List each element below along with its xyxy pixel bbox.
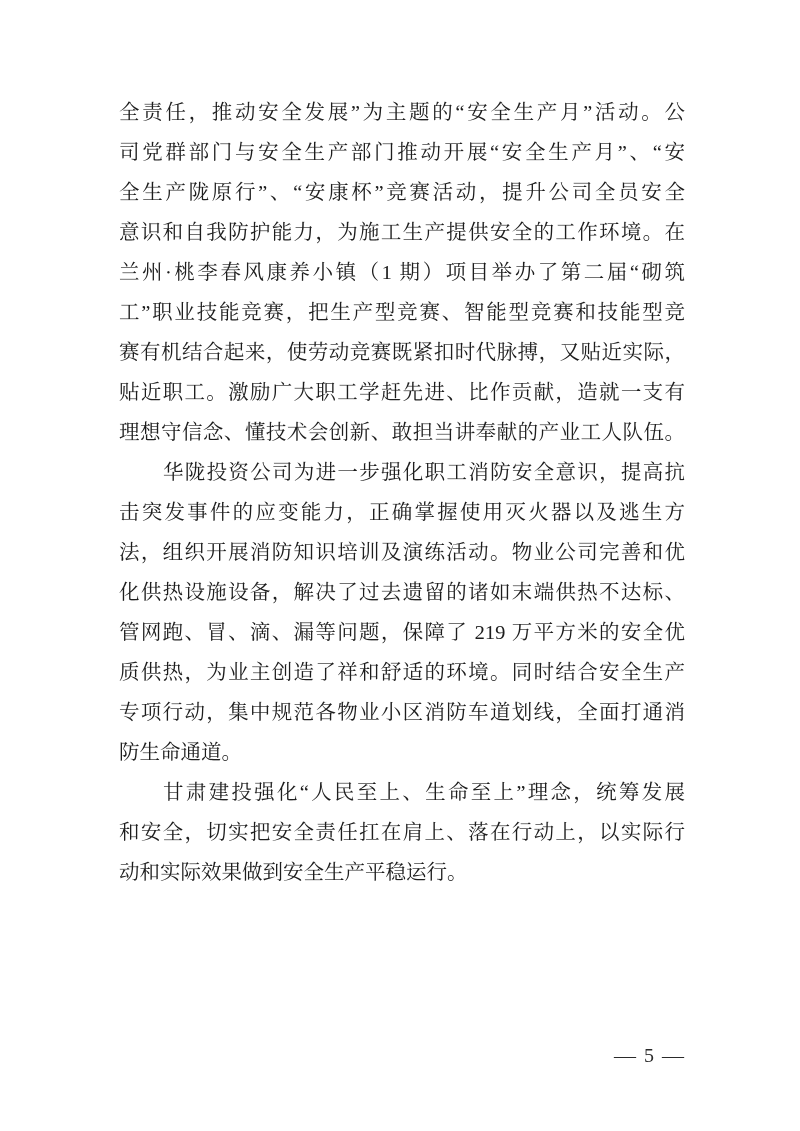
page-footer: [615, 1045, 683, 1068]
page-number: 5: [644, 1045, 654, 1067]
footer-left-dash: —: [614, 1045, 636, 1067]
paragraph-end-line: 防生命通道。: [119, 742, 242, 764]
text-line: 击突发事件的应变能力，正确掌握使用灭火器以及逃生方: [119, 502, 685, 524]
text-line: 质供热，为业主创造了祥和舒适的环境。同时结合安全生产: [119, 662, 685, 684]
text-line: 贴近职工。激励广大职工学赶先进、比作贡献，造就一支有: [119, 382, 685, 404]
text-line: 法，组织开展消防知识培训及演练活动。物业公司完善和优: [119, 542, 685, 564]
paragraph-start-line: 甘肃建投强化“人民至上、生命至上”理念，统筹发展: [163, 782, 685, 804]
text-line: 和安全，切实把安全责任扛在肩上、落在行动上，以实际行: [119, 822, 685, 844]
text-line: 全生产陇原行”、“安康杯”竞赛活动，提升公司全员安全: [119, 182, 685, 204]
body-text: [119, 93, 685, 893]
text-line: 意识和自我防护能力，为施工生产提供安全的工作环境。在: [119, 222, 685, 244]
text-line: 全责任，推动安全发展”为主题的“安全生产月”活动。公: [119, 102, 685, 124]
paragraph-start-line: 华陇投资公司为进一步强化职工消防安全意识，提高抗: [163, 462, 685, 484]
text-line: 专项行动，集中规范各物业小区消防车道划线，全面打通消: [119, 702, 685, 724]
text-line: 管网跑、冒、滴、漏等问题，保障了 219 万平方米的安全优: [119, 622, 685, 644]
text-line: 化供热设施设备，解决了过去遗留的诸如末端供热不达标、: [119, 582, 685, 604]
text-line: 兰州·桃李春风康养小镇（1 期）项目举办了第二届“砌筑: [119, 262, 685, 284]
text-line: 赛有机结合起来，使劳动竞赛既紧扣时代脉搏，又贴近实际，: [119, 342, 685, 364]
text-line: 工”职业技能竞赛，把生产型竞赛、智能型竞赛和技能型竞: [119, 302, 685, 324]
text-line: 司党群部门与安全生产部门推动开展“安全生产月”、“安: [119, 142, 685, 164]
text-line: 理想守信念、懂技术会创新、敢担当讲奉献的产业工人队伍。: [119, 422, 685, 444]
footer-right-dash: —: [662, 1045, 684, 1067]
paragraph-end-line: 动和实际效果做到安全生产平稳运行。: [119, 862, 468, 884]
